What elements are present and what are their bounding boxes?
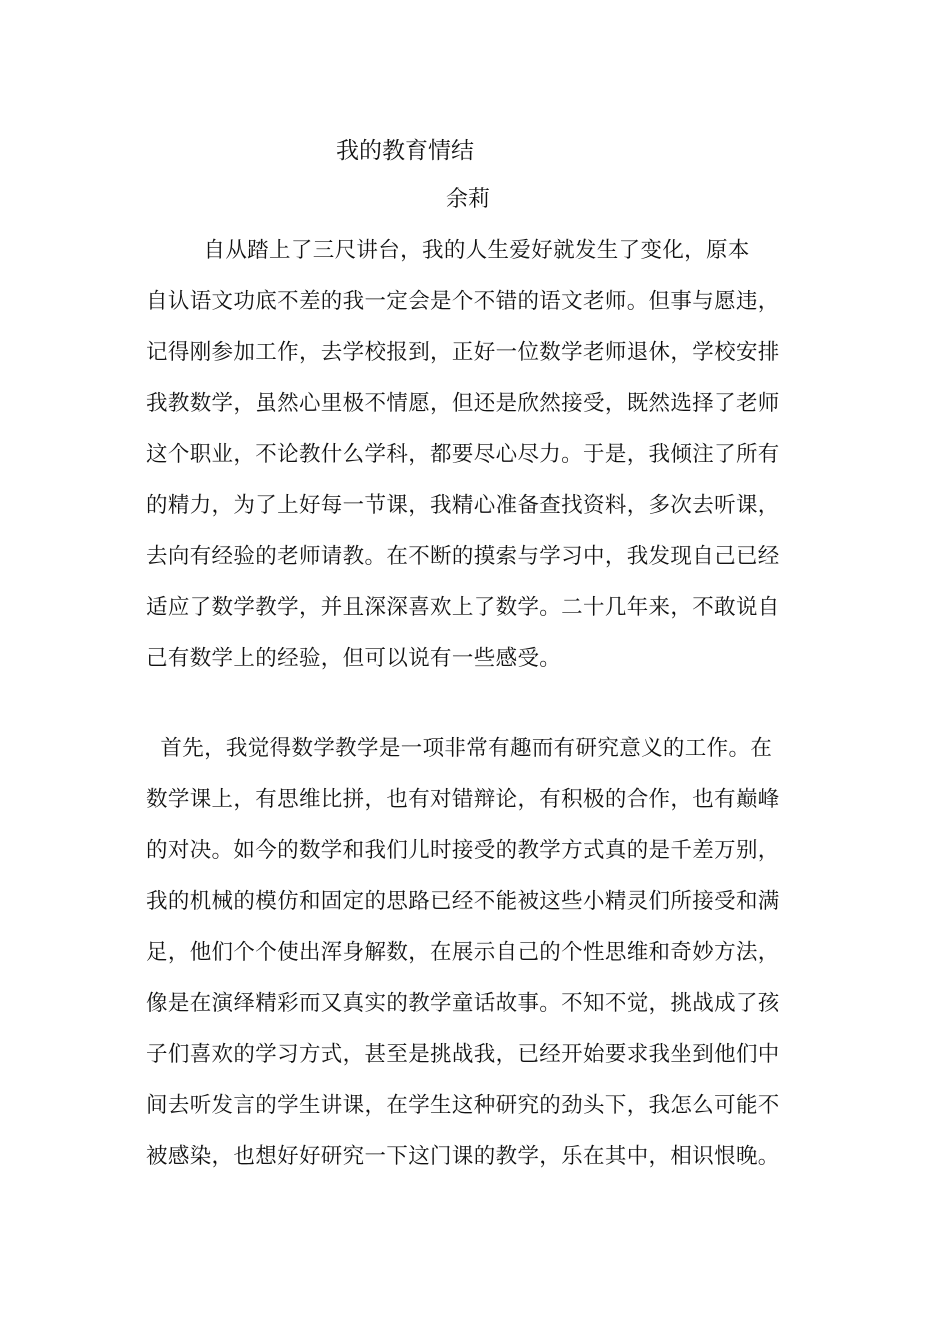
paragraph-line: 数学课上，有思维比拼，也有对错辩论，有积极的合作，也有巅峰 (146, 787, 780, 812)
paragraph-line: 记得刚参加工作，去学校报到，正好一位数学老师退休，学校安排 (146, 340, 780, 365)
paragraph-line: 己有数学上的经验，但可以说有一些感受。 (146, 646, 562, 671)
paragraph-line: 自从踏上了三尺讲台，我的人生爱好就发生了变化，原本 (146, 238, 750, 263)
paragraph-line: 的精力，为了上好每一节课，我精心准备查找资料，多次去听课， (146, 493, 780, 518)
paragraph-2 (146, 731, 826, 1190)
paragraph-line: 足，他们个个使出浑身解数，在展示自己的个性思维和奇妙方法， (146, 940, 780, 965)
paragraph-line: 去向有经验的老师请教。在不断的摸索与学习中，我发现自己已经 (146, 544, 780, 569)
paragraph-line: 子们喜欢的学习方式，甚至是挑战我，已经开始要求我坐到他们中 (146, 1042, 780, 1067)
paragraph-line: 适应了数学教学，并且深深喜欢上了数学。二十几年来，不敢说自 (146, 595, 780, 620)
document-author: 余莉 (446, 187, 491, 212)
paragraph-line: 这个职业，不论教什么学科，都要尽心尽力。于是，我倾注了所有 (146, 442, 780, 467)
paragraph-line: 间去听发言的学生讲课，在学生这种研究的劲头下，我怎么可能不 (146, 1093, 780, 1118)
paragraph-line: 我教数学，虽然心里极不情愿，但还是欣然接受，既然选择了老师 (146, 391, 780, 416)
paragraph-1 (146, 233, 826, 692)
paragraph-line: 像是在演绎精彩而又真实的教学童话故事。不知不觉，挑战成了孩 (146, 991, 780, 1016)
paragraph-line: 的对决。如今的数学和我们儿时接受的教学方式真的是千差万别， (146, 838, 780, 863)
document-title: 我的教育情结 (336, 138, 474, 164)
paragraph-line: 被感染，也想好好研究一下这门课的教学，乐在其中，相识恨晚。 (146, 1144, 780, 1169)
paragraph-line: 首先，我觉得数学教学是一项非常有趣而有研究意义的工作。在 (146, 736, 773, 761)
paragraph-line: 自认语文功底不差的我一定会是个不错的语文老师。但事与愿违， (146, 289, 780, 314)
paragraph-line: 我的机械的模仿和固定的思路已经不能被这些小精灵们所接受和满 (146, 889, 780, 914)
